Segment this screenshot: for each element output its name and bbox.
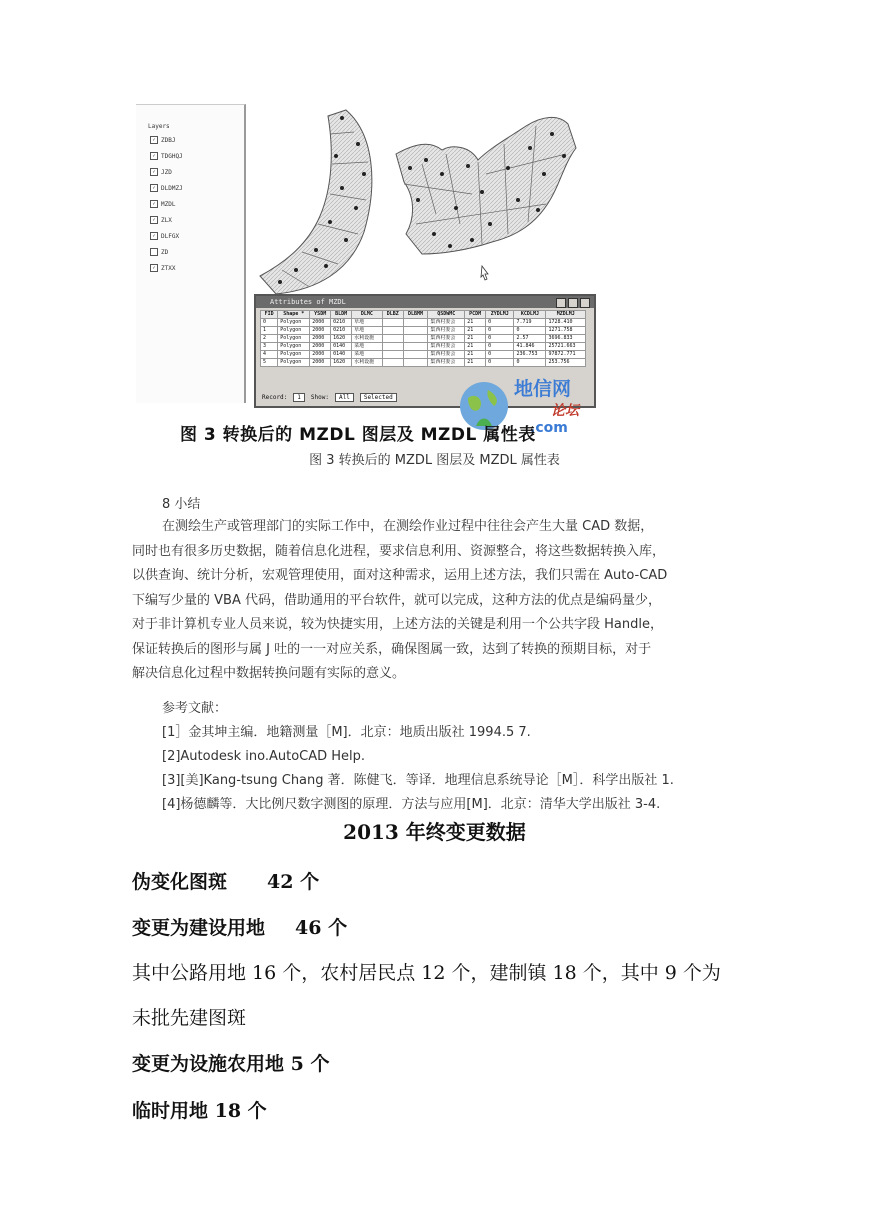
table-cell: 0 bbox=[514, 359, 546, 367]
layer-checkbox[interactable] bbox=[150, 248, 158, 256]
change-data-title: 2013 年终变更数据 bbox=[343, 820, 526, 844]
layer-name: DLFGX bbox=[161, 232, 180, 240]
table-cell: 草地 bbox=[352, 319, 383, 327]
layer-item[interactable] bbox=[150, 199, 175, 209]
body-line: 下编写少量的 VBA 代码，借助通用的平台软件，就可以完成，这种方法的优点是编码量少， bbox=[132, 592, 661, 608]
table-cell: 0 bbox=[486, 343, 514, 351]
table-cell bbox=[382, 327, 403, 335]
layer-checkbox[interactable]: ✓ bbox=[150, 168, 158, 176]
column-header[interactable]: KCDLMJ bbox=[514, 311, 546, 319]
table-cell: 0 bbox=[486, 351, 514, 359]
table-cell: 1271.758 bbox=[546, 327, 586, 335]
body-line: 解决信息化过程中数据转换问题有实际的意义。 bbox=[132, 666, 406, 681]
table-cell: 5 bbox=[261, 359, 278, 367]
table-cell: 菜地 bbox=[352, 351, 383, 359]
column-header[interactable]: Shape * bbox=[278, 311, 310, 319]
watermark-text-forum: 论坛 bbox=[551, 403, 579, 419]
layer-item[interactable] bbox=[150, 247, 168, 257]
item-value: 46 个 bbox=[295, 917, 348, 939]
table-cell: 0140 bbox=[331, 343, 352, 351]
table-cell bbox=[403, 359, 428, 367]
table-cell: 集西村委会 bbox=[428, 319, 465, 327]
table-cell: 2000 bbox=[310, 343, 331, 351]
table-cell: 0 bbox=[514, 327, 546, 335]
table-cell bbox=[403, 351, 428, 359]
reference-item: [1］金其坤主编．地籍测量［M]．北京：地质出版社 1994.5 7. bbox=[162, 725, 531, 740]
table-cell: 集西村委会 bbox=[428, 351, 465, 359]
table-cell: Polygon bbox=[278, 359, 310, 367]
layers-panel bbox=[136, 104, 246, 403]
attributes-table bbox=[260, 310, 586, 367]
table-cell: 2000 bbox=[310, 327, 331, 335]
body-line: 在测绘生产或管理部门的实际工作中，在测绘作业过程中往往会产生大量 CAD 数据， bbox=[162, 519, 654, 534]
table-cell: 21 bbox=[465, 351, 486, 359]
table-cell: 2000 bbox=[310, 319, 331, 327]
layer-checkbox[interactable]: ✓ bbox=[150, 184, 158, 192]
item-facility-agri-land: 变更为设施农用地 5 个 bbox=[132, 1053, 330, 1075]
cursor-icon bbox=[481, 266, 488, 280]
layer-item[interactable] bbox=[150, 183, 183, 193]
table-cell: 2000 bbox=[310, 351, 331, 359]
layer-name: TDGHQJ bbox=[161, 152, 183, 160]
attributes-footer bbox=[262, 393, 397, 402]
table-cell bbox=[382, 351, 403, 359]
attributes-title-text: Attributes of MZDL bbox=[270, 298, 346, 306]
item-pseudo-change bbox=[132, 867, 319, 894]
table-row[interactable] bbox=[261, 351, 586, 359]
table-cell: 21 bbox=[465, 359, 486, 367]
layers-title: Layers bbox=[148, 123, 170, 130]
record-label: Record: bbox=[262, 394, 288, 401]
column-header[interactable]: FID bbox=[261, 311, 278, 319]
table-cell: Polygon bbox=[278, 343, 310, 351]
table-cell: 水利设施 bbox=[352, 335, 383, 343]
table-cell: 21 bbox=[465, 327, 486, 335]
item-value: 42 个 bbox=[267, 871, 320, 893]
column-header[interactable]: ZYDLMJ bbox=[486, 311, 514, 319]
layer-name: ZD bbox=[161, 248, 169, 256]
item-temporary-land: 临时用地 18 个 bbox=[132, 1100, 267, 1122]
table-cell: 0210 bbox=[331, 327, 352, 335]
table-cell bbox=[382, 343, 403, 351]
body-line: 对于非计算机专业人员来说，较为快捷实用，上述方法的关键是利用一个公共字段 Handle， bbox=[132, 617, 663, 632]
table-cell bbox=[382, 359, 403, 367]
table-cell: 0140 bbox=[331, 351, 352, 359]
show-all-button[interactable]: All bbox=[335, 393, 354, 402]
layer-checkbox[interactable]: ✓ bbox=[150, 232, 158, 240]
table-cell: 0 bbox=[486, 319, 514, 327]
item-construction-land bbox=[132, 913, 347, 940]
layer-checkbox[interactable]: ✓ bbox=[150, 216, 158, 224]
column-header[interactable]: MZDLMJ bbox=[546, 311, 586, 319]
table-cell bbox=[403, 327, 428, 335]
layer-item[interactable] bbox=[150, 263, 175, 273]
body-line: 以供查询、统计分析，宏观管理使用，面对这种需求，运用上述方法，我们只需在 Auto-CAD bbox=[132, 568, 668, 583]
table-cell: 水利设施 bbox=[352, 359, 383, 367]
column-header[interactable]: QSDWMC bbox=[428, 311, 465, 319]
table-cell: Polygon bbox=[278, 319, 310, 327]
layer-checkbox[interactable]: ✓ bbox=[150, 152, 158, 160]
table-cell: 集西村委会 bbox=[428, 343, 465, 351]
item-detail-line: 其中公路用地 16 个，农村居民点 12 个，建制镇 18 个，其中 9 个为 bbox=[132, 962, 721, 984]
references bbox=[162, 697, 674, 817]
table-cell: 菜地 bbox=[352, 343, 383, 351]
table-cell: Polygon bbox=[278, 351, 310, 359]
table-cell: 0 bbox=[261, 319, 278, 327]
table-cell bbox=[403, 343, 428, 351]
table-cell: 1 bbox=[261, 327, 278, 335]
table-cell: 236.753 bbox=[514, 351, 546, 359]
table-cell: 2 bbox=[261, 335, 278, 343]
table-cell: 草地 bbox=[352, 327, 383, 335]
references-label: 参考文献： bbox=[162, 701, 228, 716]
item-label: 变更为建设用地 bbox=[132, 917, 266, 939]
table-cell: Polygon bbox=[278, 327, 310, 335]
table-cell bbox=[403, 335, 428, 343]
column-header[interactable]: DLBMM bbox=[403, 311, 428, 319]
layer-checkbox[interactable]: ✓ bbox=[150, 200, 158, 208]
layer-name: DLDMZJ bbox=[161, 184, 183, 192]
table-cell: 21 bbox=[465, 343, 486, 351]
table-cell: 0 bbox=[486, 359, 514, 367]
table-cell: 集西村委会 bbox=[428, 327, 465, 335]
figure-caption: 图 3 转换后的 MZDL 图层及 MZDL 属性表 bbox=[309, 453, 560, 468]
body-line: 同时也有很多历史数据，随着信息化进程，要求信息利用、资源整合，将这些数据转换入库， bbox=[132, 543, 666, 559]
watermark-text-main: 地信网 bbox=[514, 378, 572, 400]
table-cell: 25721.663 bbox=[546, 343, 586, 351]
table-cell: 1620 bbox=[331, 359, 352, 367]
watermark-text-domain: .com bbox=[530, 420, 568, 436]
layer-item[interactable] bbox=[150, 167, 172, 177]
table-cell: 7.719 bbox=[514, 319, 546, 327]
layer-name: ZDBJ bbox=[161, 136, 176, 144]
layer-name: ZTXX bbox=[161, 264, 176, 272]
table-row[interactable] bbox=[261, 343, 586, 351]
table-cell: Polygon bbox=[278, 335, 310, 343]
section-heading: 8 小结 bbox=[162, 497, 201, 512]
summary-paragraph bbox=[132, 515, 742, 687]
layer-name: JZD bbox=[161, 168, 172, 176]
parcel-region-left bbox=[260, 110, 372, 294]
table-cell: 3696.833 bbox=[546, 335, 586, 343]
item-detail-line: 未批先建图斑 bbox=[132, 1007, 247, 1029]
layer-name: MZDL bbox=[161, 200, 176, 208]
layer-item[interactable] bbox=[150, 215, 172, 225]
table-cell: 2000 bbox=[310, 359, 331, 367]
body-line: 保证转换后的图形与属 J 吐的一一对应关系，确保图属一致，达到了转换的预期目标，对于 bbox=[132, 641, 652, 657]
figure-3 bbox=[136, 104, 592, 449]
reference-item: [2]Autodesk ino.AutoCAD Help. bbox=[162, 749, 366, 764]
table-cell bbox=[382, 335, 403, 343]
table-cell: 1620 bbox=[331, 335, 352, 343]
table-cell: 0 bbox=[486, 335, 514, 343]
table-row[interactable] bbox=[261, 327, 586, 335]
minimize-icon[interactable] bbox=[556, 298, 566, 308]
column-header[interactable]: YSDM bbox=[310, 311, 331, 319]
item-label: 伪变化图斑 bbox=[132, 871, 228, 893]
table-cell: 1728.410 bbox=[546, 319, 586, 327]
reference-item: [3][美]Kang-tsung Chang 著．陈健飞．等译．地理信息系统导论［M］．科学出版社 1. bbox=[162, 773, 674, 788]
table-cell: 21 bbox=[465, 319, 486, 327]
layer-checkbox[interactable]: ✓ bbox=[150, 136, 158, 144]
table-cell: 97872.771 bbox=[546, 351, 586, 359]
table-cell: 21 bbox=[465, 335, 486, 343]
table-row[interactable] bbox=[261, 359, 586, 367]
layer-item[interactable] bbox=[150, 231, 179, 241]
show-label: Show: bbox=[310, 394, 329, 401]
figure-embedded-caption: 图 3 转换后的 MZDL 图层及 MZDL 属性表 bbox=[180, 425, 536, 445]
table-cell: 集西村委会 bbox=[428, 359, 465, 367]
close-icon[interactable] bbox=[580, 298, 590, 308]
column-header[interactable]: DLBZ bbox=[382, 311, 403, 319]
table-cell: 3 bbox=[261, 343, 278, 351]
reference-item: [4]杨德麟等．大比例尺数字测图的原理．方法与应用[M]．北京：清华大学出版社 3-4. bbox=[162, 797, 661, 812]
attributes-window-title bbox=[256, 296, 594, 308]
layer-name: ZLX bbox=[161, 216, 172, 224]
table-cell: 集西村委会 bbox=[428, 335, 465, 343]
table-cell: 2000 bbox=[310, 335, 331, 343]
column-header[interactable]: PCDM bbox=[465, 311, 486, 319]
table-cell bbox=[382, 319, 403, 327]
table-cell: 41.846 bbox=[514, 343, 546, 351]
column-header[interactable]: BLDM bbox=[331, 311, 352, 319]
table-cell: 2.57 bbox=[514, 335, 546, 343]
table-cell: 4 bbox=[261, 351, 278, 359]
map-view bbox=[246, 104, 592, 294]
table-row[interactable] bbox=[261, 319, 586, 327]
table-cell: 253.756 bbox=[546, 359, 586, 367]
table-cell: 0210 bbox=[331, 319, 352, 327]
parcel-region-right bbox=[396, 117, 576, 254]
table-cell bbox=[403, 319, 428, 327]
layer-item[interactable] bbox=[150, 151, 183, 161]
column-header[interactable]: DLMC bbox=[352, 311, 383, 319]
layer-item[interactable] bbox=[150, 135, 175, 145]
table-cell: 0 bbox=[486, 327, 514, 335]
show-selected-button[interactable]: Selected bbox=[360, 393, 397, 402]
record-input[interactable]: 1 bbox=[293, 393, 305, 402]
table-row[interactable] bbox=[261, 335, 586, 343]
layer-checkbox[interactable]: ✓ bbox=[150, 264, 158, 272]
maximize-icon[interactable] bbox=[568, 298, 578, 308]
